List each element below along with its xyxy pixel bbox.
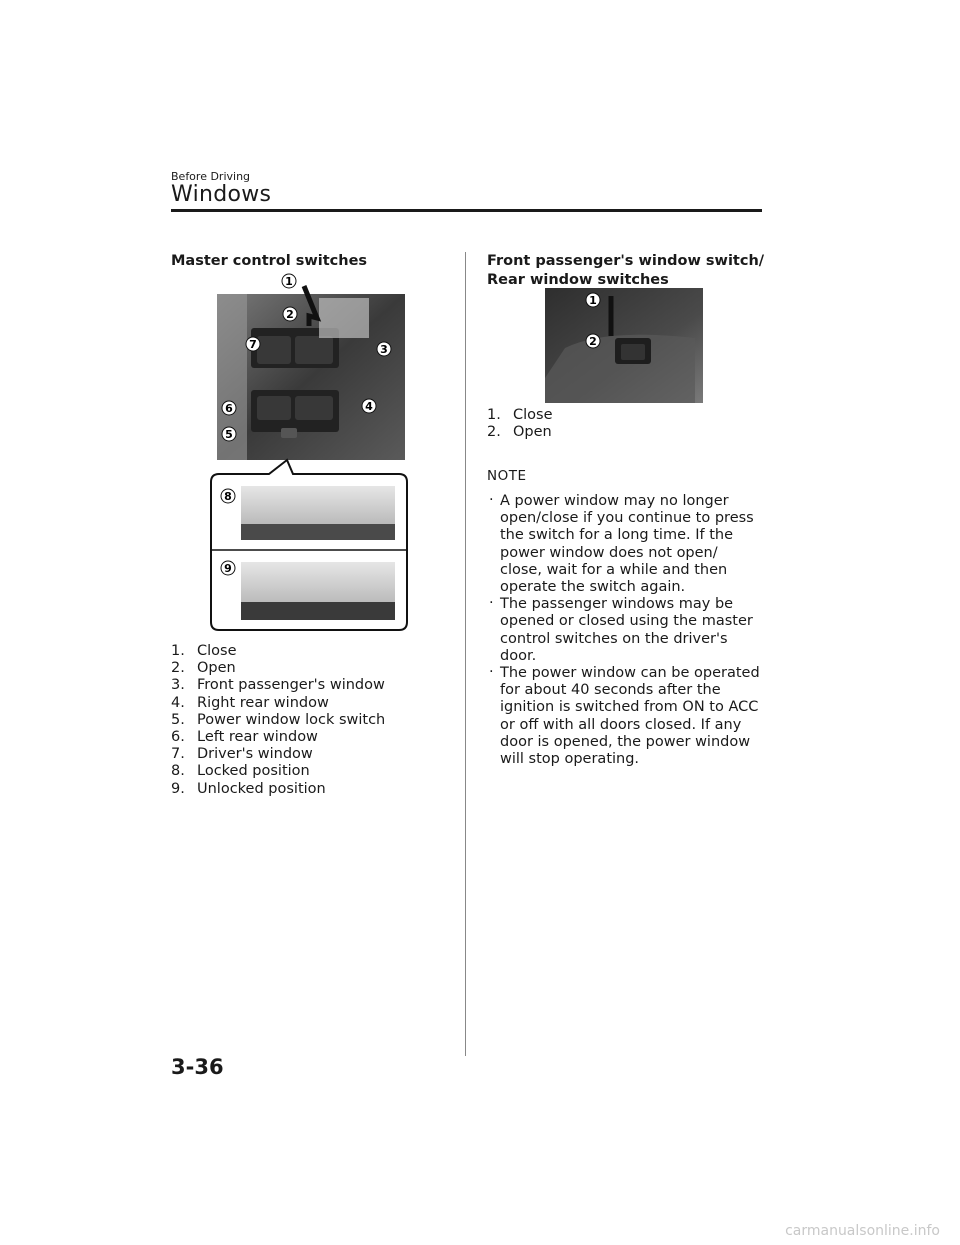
page-title: Windows [171, 182, 272, 207]
legend-item: 6. Left rear window [171, 729, 318, 746]
callout-4: 4 [365, 400, 373, 413]
page-number: 3-36 [171, 1055, 224, 1079]
callout-1: 1 [285, 275, 293, 288]
note-item: · The power window can be operated for about 40 seconds after the ignition is switched from ON to ACC or off with all doors closed. If any door is opened, the power window will stop operating. [489, 664, 760, 768]
passenger-switch-figure [545, 288, 703, 403]
callout-6: 6 [225, 402, 233, 415]
legend-item: 7. Driver's window [171, 746, 313, 763]
title-rule [171, 209, 762, 212]
legend-item: 1. Close [171, 643, 237, 659]
callout-5: 5 [225, 428, 233, 441]
callout-7: 7 [249, 338, 257, 351]
note-list [487, 493, 762, 768]
callout-2: 2 [286, 308, 294, 321]
legend-item: 8. Locked position [171, 763, 310, 780]
callout-1: 1 [589, 294, 597, 307]
note-title: NOTE [487, 468, 527, 484]
column-divider [465, 252, 466, 1056]
legend-item: 3. Front passenger's window [171, 677, 385, 694]
legend-item: 9. Unlocked position [171, 780, 326, 797]
legend-item: 5. Power window lock switch [171, 711, 386, 728]
legend-item: 2. Open [487, 424, 552, 441]
legend-item: 2. Open [171, 660, 236, 677]
passenger-switch-legend [487, 407, 687, 441]
note-item: · The passenger windows may be opened or closed using the master control switches on the driver's door. [489, 595, 753, 664]
watermark: carmanualsonline.info [785, 1223, 940, 1239]
legend-item: 4. Right rear window [171, 694, 329, 711]
passenger-switch-heading: Front passenger's window switch/ Rear window switches [487, 253, 765, 288]
section-label: Before Driving [171, 170, 251, 183]
callout-8: 8 [224, 490, 232, 503]
callout-3: 3 [380, 343, 388, 356]
callout-2: 2 [589, 335, 597, 348]
note-item: · A power window may no longer open/close if you continue to press the switch for a long time. If the power window does not open/ close, wait for a while and then operate the switch again. [489, 492, 754, 596]
master-switches-heading: Master control switches [171, 253, 368, 269]
master-switch-legend [171, 643, 451, 798]
legend-item: 1. Close [487, 407, 553, 423]
callout-9: 9 [224, 562, 232, 575]
master-switch-figure [209, 268, 409, 634]
